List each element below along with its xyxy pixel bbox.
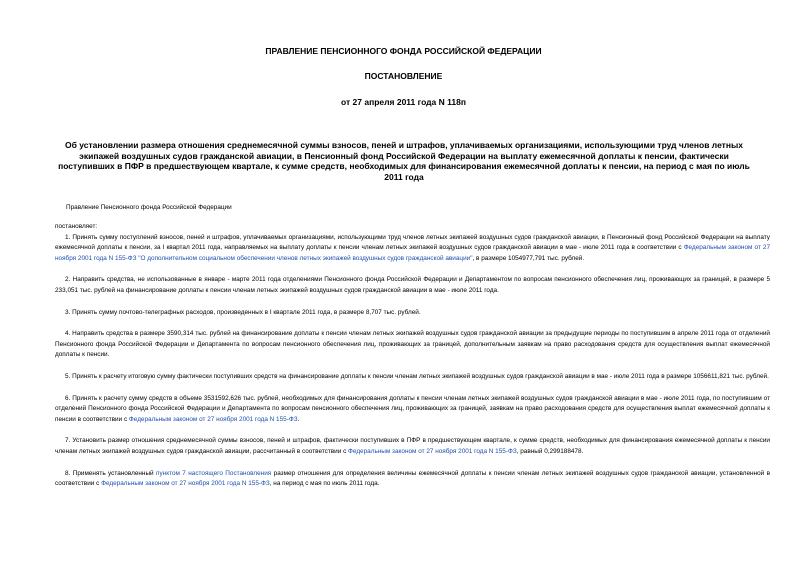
federal-law-link[interactable]: Федеральным законом от 27 ноября 2001 года N 155-ФЗ <box>128 415 298 423</box>
paragraph-6-text-a: 6. Принять к расчету сумму средств в объеме 3531592,626 тыс. рублей, необходимых для финансирования доплаты к пенсии членам летных экипажей воздушных судов гражданской авиации в мае - июле 2011 года, по поступившим от отделений Пенсионного фонда Российской Федерации и Департамента по вопросам пенсионного обеспечения лиц, проживающих за границей, заявкам на право расходования средств для осуществления выплат ежемесячной доплаты к пенсии в соответствии с <box>55 394 770 423</box>
federal-law-link[interactable]: Федеральным законом от 27 ноября 2001 года N 155-ФЗ <box>348 447 517 455</box>
paragraph-8-text-c: , на период с мая по июль 2011 года. <box>269 480 380 488</box>
law-title-link[interactable]: "О дополнительном социальном обеспечении членов летных экипажей воздушных судов гражданской авиации" <box>138 254 473 262</box>
paragraph-1-text-b: , в размере 1054977,791 тыс. рублей. <box>472 254 585 262</box>
paragraph-8-text-a: 8. Применять установленный <box>65 469 157 477</box>
federal-law-link[interactable]: Федеральным законом от 27 ноября 2001 года N 155-ФЗ <box>55 244 770 262</box>
paragraph-5: 5. Принять к расчету итоговую сумму фактически поступивших средств на финансирование доплаты к пенсии членам летных экипажей воздушных судов гражданской авиации в мае - июле 2011 года в размере 1056611,821 тыс. рублей. <box>65 372 769 380</box>
paragraph-7 <box>55 436 770 457</box>
federal-law-link[interactable]: Федеральным законом от 27 ноября 2001 года N 155-ФЗ <box>101 480 270 488</box>
document-type-heading: ПОСТАНОВЛЕНИЕ <box>364 71 443 81</box>
paragraph-7-text-b: , равный 0,299188478. <box>516 447 584 455</box>
paragraph-2: 2. Направить средства, не использованные в январе - марте 2011 года отделениями Пенсионного фонда Российской Федерации и Департаментом по вопросам пенсионного обеспечения лиц, проживающих за границей, в размере 5 233,051 тыс. рублей на финансирование доплаты к пенсии членам летных экипажей воздушных судов гражданской авиации в мае - июле 2011 года. <box>55 276 770 294</box>
issuer-line: Правление Пенсионного фонда Российской Федерации <box>66 204 232 211</box>
paragraph-7-reference-link[interactable]: пунктом 7 настоящего Постановления <box>156 469 272 477</box>
paragraph-1-text-a: 1. Принять сумму поступлений взносов, пеней и штрафов, уплачиваемых организациями, использующими труд членов летных экипажей воздушных судов гражданской авиации, в Пенсионный фонд Российской Федерации на выплату ежемесячной доплаты к пенсии, за I квартал 2011 года, направляемых на выплату доплаты к пенсии членам летных экипажей воздушных судов гражданской авиации в мае - июле 2011 года в соответствии с <box>55 233 770 252</box>
paragraph-7-text-a: 7. Установить размер отношения среднемесячной суммы взносов, пеней и штрафов, фактически поступивших в ПФР в предшествующем квартале, к сумме средств, необходимых для финансирования ежемесячной доплаты к пенсии членам летных экипажей воздушных судов гражданской авиации, рассчитанный в соответствии с <box>55 437 770 455</box>
paragraph-1 <box>55 233 770 265</box>
paragraph-6 <box>55 394 770 426</box>
paragraph-3: 3. Принять сумму почтово-телеграфных расходов, произведенных в I квартале 2011 года, в размере 8,707 тыс. рублей. <box>65 308 421 316</box>
paragraph-8 <box>55 469 770 490</box>
document-body <box>55 222 770 490</box>
paragraph-6-text-b: . <box>297 415 300 423</box>
organization-heading: ПРАВЛЕНИЕ ПЕНСИОННОГО ФОНДА РОССИЙСКОЙ ФЕДЕРАЦИИ <box>265 46 542 56</box>
document-date-number: от 27 апреля 2011 года N 118п <box>341 97 466 107</box>
paragraph-4: 4. Направить средства в размере 3590,314 тыс. рублей на финансирование доплаты к пенсии членам летных экипажей воздушных судов гражданской авиации за предыдущие периоды по поступившим в апреле 2011 года от отделений Пенсионного фонда Российской Федерации и Департамента по вопросам пенсионного обеспечения лиц, проживающих за границей, дополнительным заявкам на право расходования средств для осуществления выплат ежемесячной доплаты к пенсии. <box>55 330 770 359</box>
document-title: Об установлении размера отношения среднемесячной суммы взносов, пеней и штрафов, уплачиваемых организациями, использующими труд членов летных экипажей воздушных судов гражданской авиации, в Пенсионный фонд Российской Федерации на выплату ежемесячной доплаты к пенсии, фактически поступивших в ПФР в предшествующем квартале, к сумме средств, необходимых для финансирования ежемесячной доплаты к пенсии, на период с мая по июль 2011 года <box>58 140 750 182</box>
paragraph-8-text-b: размер отношения для определения величины ежемесячной доплаты к пенсии членам летных экипажей воздушных судов гражданской авиации, установленной в соответствии с <box>55 469 771 488</box>
decree-word: постановляет: <box>55 223 98 230</box>
